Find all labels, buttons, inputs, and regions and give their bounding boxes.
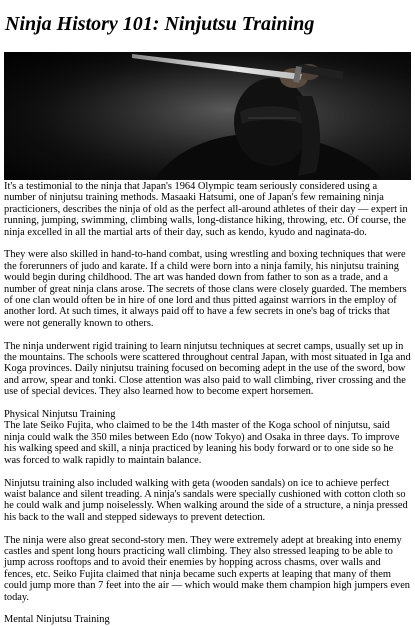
article-body [4, 181, 411, 626]
hero-photo-art [4, 52, 411, 180]
page-title: Ninja History 101: Ninjutsu Training [5, 13, 315, 35]
paragraph: The late Seiko Fujita, who claimed to be the 14th master of the Koga school of ninjutsu, said ninja could walk the 350 miles between Edo (now Tokyo) and Osaka in three days. To improve his walking speed and skill, a ninja practiced by leaning his body forward or to one side so he was forced to walk rapidly to maintain balance. [4, 420, 400, 466]
paragraph: It's a testimonial to the ninja that Japan's 1964 Olympic team seriously considered using a number of ninjutsu training methods. Masaaki Hatsumi, one of Japan's few remaining ninja practicioners, describes the ninja of old as the perfect all-around athletes of their day — expert in running, jumping, swimming, climbing walls, long-distance hiking, throwing, etc. Of course, the ninja excelled in all the martial arts of their day, such as kendo, kyudo and naginata-do. [4, 181, 408, 238]
section-heading-mental: Mental Ninjutsu Training [4, 614, 110, 626]
paragraph: The ninja were also great second-story men. They were extremely adept at breaking into enemy castles and spent long hours practicing wall climbing. They also stressed leaping to be able to jump across rooftops and to avoid their enemies by hopping across chasms, over walls and fences, etc. Seiko Fujita claimed that ninja became such experts at leaping that many of them could jump more than 7 feet into the air — which would make them champion high jumpers even today. [4, 534, 411, 603]
ninja-with-katana-photo [4, 52, 411, 180]
section-heading-physical: Physical Ninjutsu Training [4, 409, 116, 421]
paragraph: The ninja underwent rigid training to learn ninjutsu techniques at secret camps, usually set up in the mountains. The schools were scattered throughout central Japan, with most situated in Iga and Koga provinces. Daily ninjutsu training focused on becoming adept in the use of the sword, bow and arrow, spear and tonki. Close attention was also paid to wall climbing, river crossing and the use of special devices. They also learned how to become expert horsemen. [4, 340, 411, 398]
paragraph: Ninjutsu training also included walking with geta (wooden sandals) on ice to achieve perfect waist balance and silent treading. A ninja's sandals were specially cushioned with cotton cloth so he could walk and jump noiselessly. When walking around the side of a structure, a ninja pressed his back to the wall and stepped sideways to prevent detection. [4, 477, 408, 523]
paragraph: They were also skilled in hand-to-hand combat, using wrestling and boxing techniques that were the forerunners of judo and karate. If a child were born into a ninja family, his ninjutsu training would begin during childhood. The art was handed down from father to son as a trade, and a number of great ninja clans arose. The secrets of those clans were closely guarded. The members of one clan would often be in hire of one lord and thus pitted against warriors in the employ of another lord. At such times, it always paid off to have a few secrets in one's bag of tricks that were not generally known to others. [4, 249, 407, 329]
